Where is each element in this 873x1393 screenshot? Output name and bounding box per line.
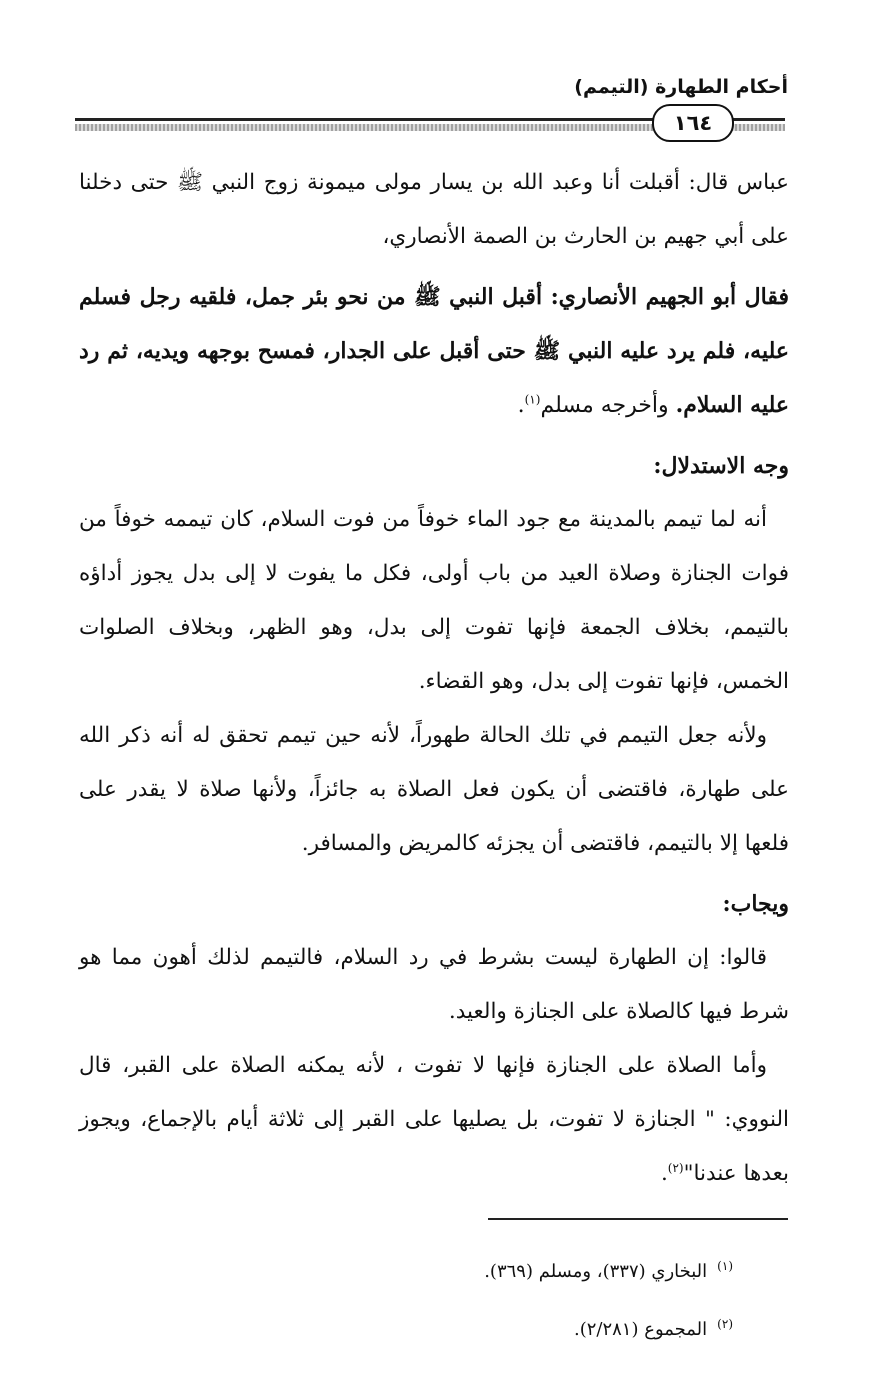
paragraph-text: وأما الصلاة على الجنازة فإنها لا تفوت ، لأنه يمكنه الصلاة على القبر، قال النووي: " الجنازة لا تفوت، بل يصليها على القبر إلى ثلاثة أيام بالإجماع، ويجوز بعدها عندنا" (79, 1053, 789, 1186)
paragraph: عباس قال: أقبلت أنا وعبد الله بن يسار مولى ميمونة زوج النبي ﷺ حتى دخلنا على أبي جهيم بن الحارث بن الصمة الأنصاري، (79, 170, 789, 249)
paragraph: أنه لما تيمم بالمدينة مع جود الماء خوفاً من فوت السلام، كان تيممه خوفاً من فوات الجنازة وصلاة العيد من باب أولى، فكل ما يفوت لا إلى بدل يجوز أداؤه بالتيمم، بخلاف الجمعة فإنها تفوت إلى بدل، وهو الظهر، وبخلاف الصلوات الخمس، فإنها تفوت إلى بدل، وهو القضاء. (79, 507, 789, 694)
footnote-separator (488, 1218, 788, 1220)
footnote-mark: (١) (717, 1259, 733, 1273)
paragraph: قالوا: إن الطهارة ليست بشرط في رد السلام، فالتيمم لذلك أهون مما هو شرط فيها كالصلاة على الجنازة والعيد. (79, 945, 789, 1024)
hadith-source: وأخرجه مسلم (540, 393, 676, 418)
footnote-text: المجموع (٢/٢٨١). (573, 1319, 708, 1340)
footnote (213, 1240, 733, 1298)
paragraph-end: . (660, 1161, 668, 1186)
footnote-mark: (٢) (717, 1317, 733, 1331)
footnote-ref: (٢) (667, 1160, 684, 1175)
footnote-text: البخاري (٣٣٧)، ومسلم (٣٦٩). (484, 1261, 708, 1282)
paragraph: ولأنه جعل التيمم في تلك الحالة طهوراً، لأنه حين تيمم تحقق له أنه ذكر الله على طهارة، فاقتضى أن يكون فعل الصلاة به جائزاً، ولأنها صلاة لا يقدر على فلعها إلا بالتيمم، فاقتضى أن يجزئه كالمريض والمسافر. (79, 723, 789, 856)
section-heading: ويجاب: (722, 891, 789, 917)
footnote (213, 1298, 733, 1356)
page-number: ١٦٤ (652, 104, 734, 142)
paragraph (79, 1039, 789, 1201)
footnote-ref: (١) (524, 392, 541, 407)
hadith-end: . (517, 393, 525, 418)
hadith-text: فقال أبو الجهيم الأنصاري: أقبل النبي ﷺ من نحو بئر جمل، فلقيه رجل فسلم عليه، فلم يرد عليه النبي ﷺ حتى أقبل على الجدار، فمسح بوجهه ويديه، ثم رد عليه السلام. (79, 284, 789, 418)
running-title: أحكام الطهارة (التيمم) (574, 76, 788, 98)
footnotes (213, 1240, 733, 1356)
section-heading: وجه الاستدلال: (653, 453, 789, 479)
hadith-paragraph (79, 270, 789, 433)
main-text (79, 156, 789, 1201)
